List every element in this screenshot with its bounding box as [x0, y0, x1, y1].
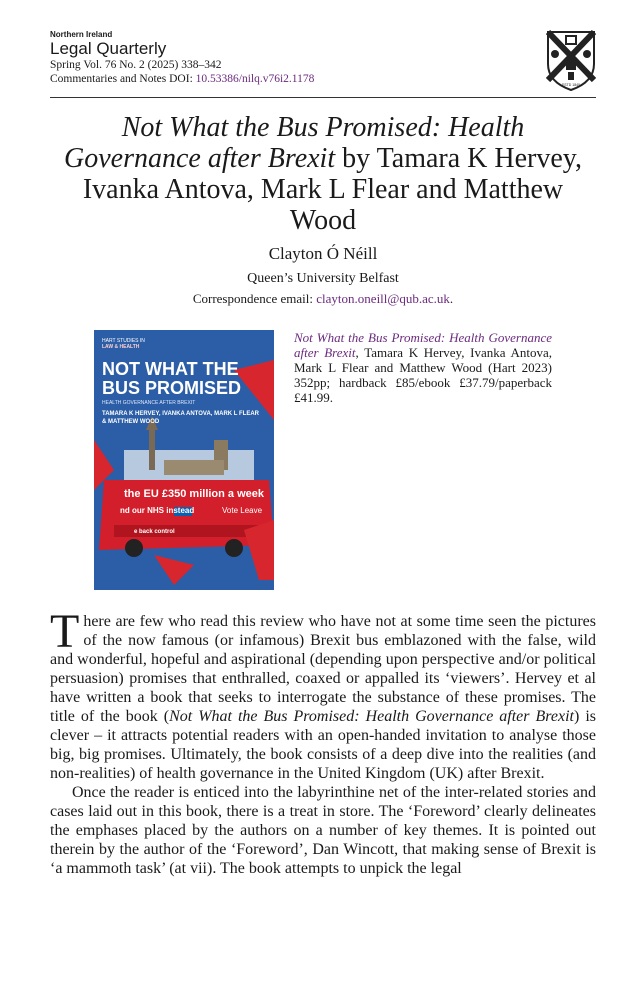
article-title [50, 112, 596, 236]
correspondence-email-link[interactable]: clayton.oneill@qub.ac.uk [316, 291, 450, 306]
journal-top-line: Northern Ireland [50, 30, 113, 39]
author-affiliation: Queen’s University Belfast [247, 271, 399, 286]
cover-authors: TAMARA K HERVEY, IVANKA ANTOVA, MARK L FLEAR & MATTHEW WOOD [102, 411, 260, 425]
book-details [294, 330, 552, 405]
correspondence-end: . [449, 291, 454, 306]
article-title-rest: by Tamara K Hervey, Ivanka Antova, Mark L Flear and Matthew Wood [82, 143, 582, 236]
body-p1-end: ) is clever – it attracts potential readers with an open-handed invitation to analyse those big, big promises. Ultimately, the book consists of a deep dive into the realities (and non-realities) of health governance in the United Kingdom (UK) after Brexit. [50, 708, 597, 782]
cover-subtitle: HEALTH GOVERNANCE AFTER BREXIT [102, 400, 196, 406]
bus-slogan-line2: nd our NHS instead [120, 506, 195, 515]
book-details-title: Not What the Bus Promised: Health Governance after Brexit [294, 330, 552, 360]
body-paragraph: Once the reader is enticed into the labyrinthine net of the inter-related stories and cases laid out in this book, there is a treat in store. The ‘Foreword’ clearly delineates the emphases placed by the authors on a number of key themes. It is pointed out therein by the author of the ‘Foreword’, Dan Wincott, that making sense of Brexit is ‘a mammoth task’ (at vii). The book attempts to unpick the legal [50, 784, 596, 877]
bus-vote-leave: Vote Leave [222, 506, 263, 515]
body-paragraph [50, 605, 597, 783]
doi-line [50, 72, 596, 86]
article-author: Clayton Ó Néill [268, 244, 378, 263]
cover-series [102, 338, 145, 350]
book-cover-image [94, 330, 274, 590]
cover-title: NOT WHAT THE BUS PROMISED [102, 359, 242, 398]
cover-series-line1: HART STUDIES IN [102, 338, 145, 344]
article-body [50, 605, 597, 878]
bus-slogan-line1: the EU £350 million a week [124, 488, 265, 500]
body-p1-start: here are few who read this review who have not at some time seen the pictures of the now famous (or infamous) Brexit bus emblazoned with the false, wild and wonderful, hopeful and aspirational (depending upon perspective and/or political persuasion) promises that enthralled, coaxed or appalled its ‘viewers’. Hervey et al have written a book that seeks to interrogate the substance of these promises. The title of the book ( [50, 613, 596, 725]
doi-prefix: Commentaries and Notes DOI: [50, 73, 196, 85]
issue-line: Spring Vol. 76 No. 2 (2025) 338–342 [50, 59, 222, 71]
article-title-italic: Not What the Bus Promised: Health Governance after Brexit [64, 112, 525, 174]
correspondence-label: Correspondence email: [192, 291, 317, 306]
body-p1-book-title: Not What the Bus Promised: Health Governance after Brexit [169, 708, 575, 725]
crest-text: ESTD 1845 [561, 83, 581, 87]
book-details-rest: , Tamara K Hervey, Ivanka Antova, Mark L Flear and Matthew Wood (Hart 2023) 352pp; hardback £85/ebook £37.79/paperback £41.99. [294, 345, 552, 405]
drop-cap: T [50, 605, 80, 658]
header-rule [50, 97, 596, 98]
bus-slogan-line3: e back control [134, 529, 175, 535]
journal-header [50, 30, 596, 97]
doi-link[interactable]: 10.53386/nilq.v76i2.1178 [195, 73, 315, 85]
cover-series-line2: LAW & HEALTH [102, 344, 140, 350]
university-crest-icon [546, 30, 596, 92]
correspondence-line [50, 291, 596, 307]
journal-name: Legal Quarterly [50, 39, 167, 58]
